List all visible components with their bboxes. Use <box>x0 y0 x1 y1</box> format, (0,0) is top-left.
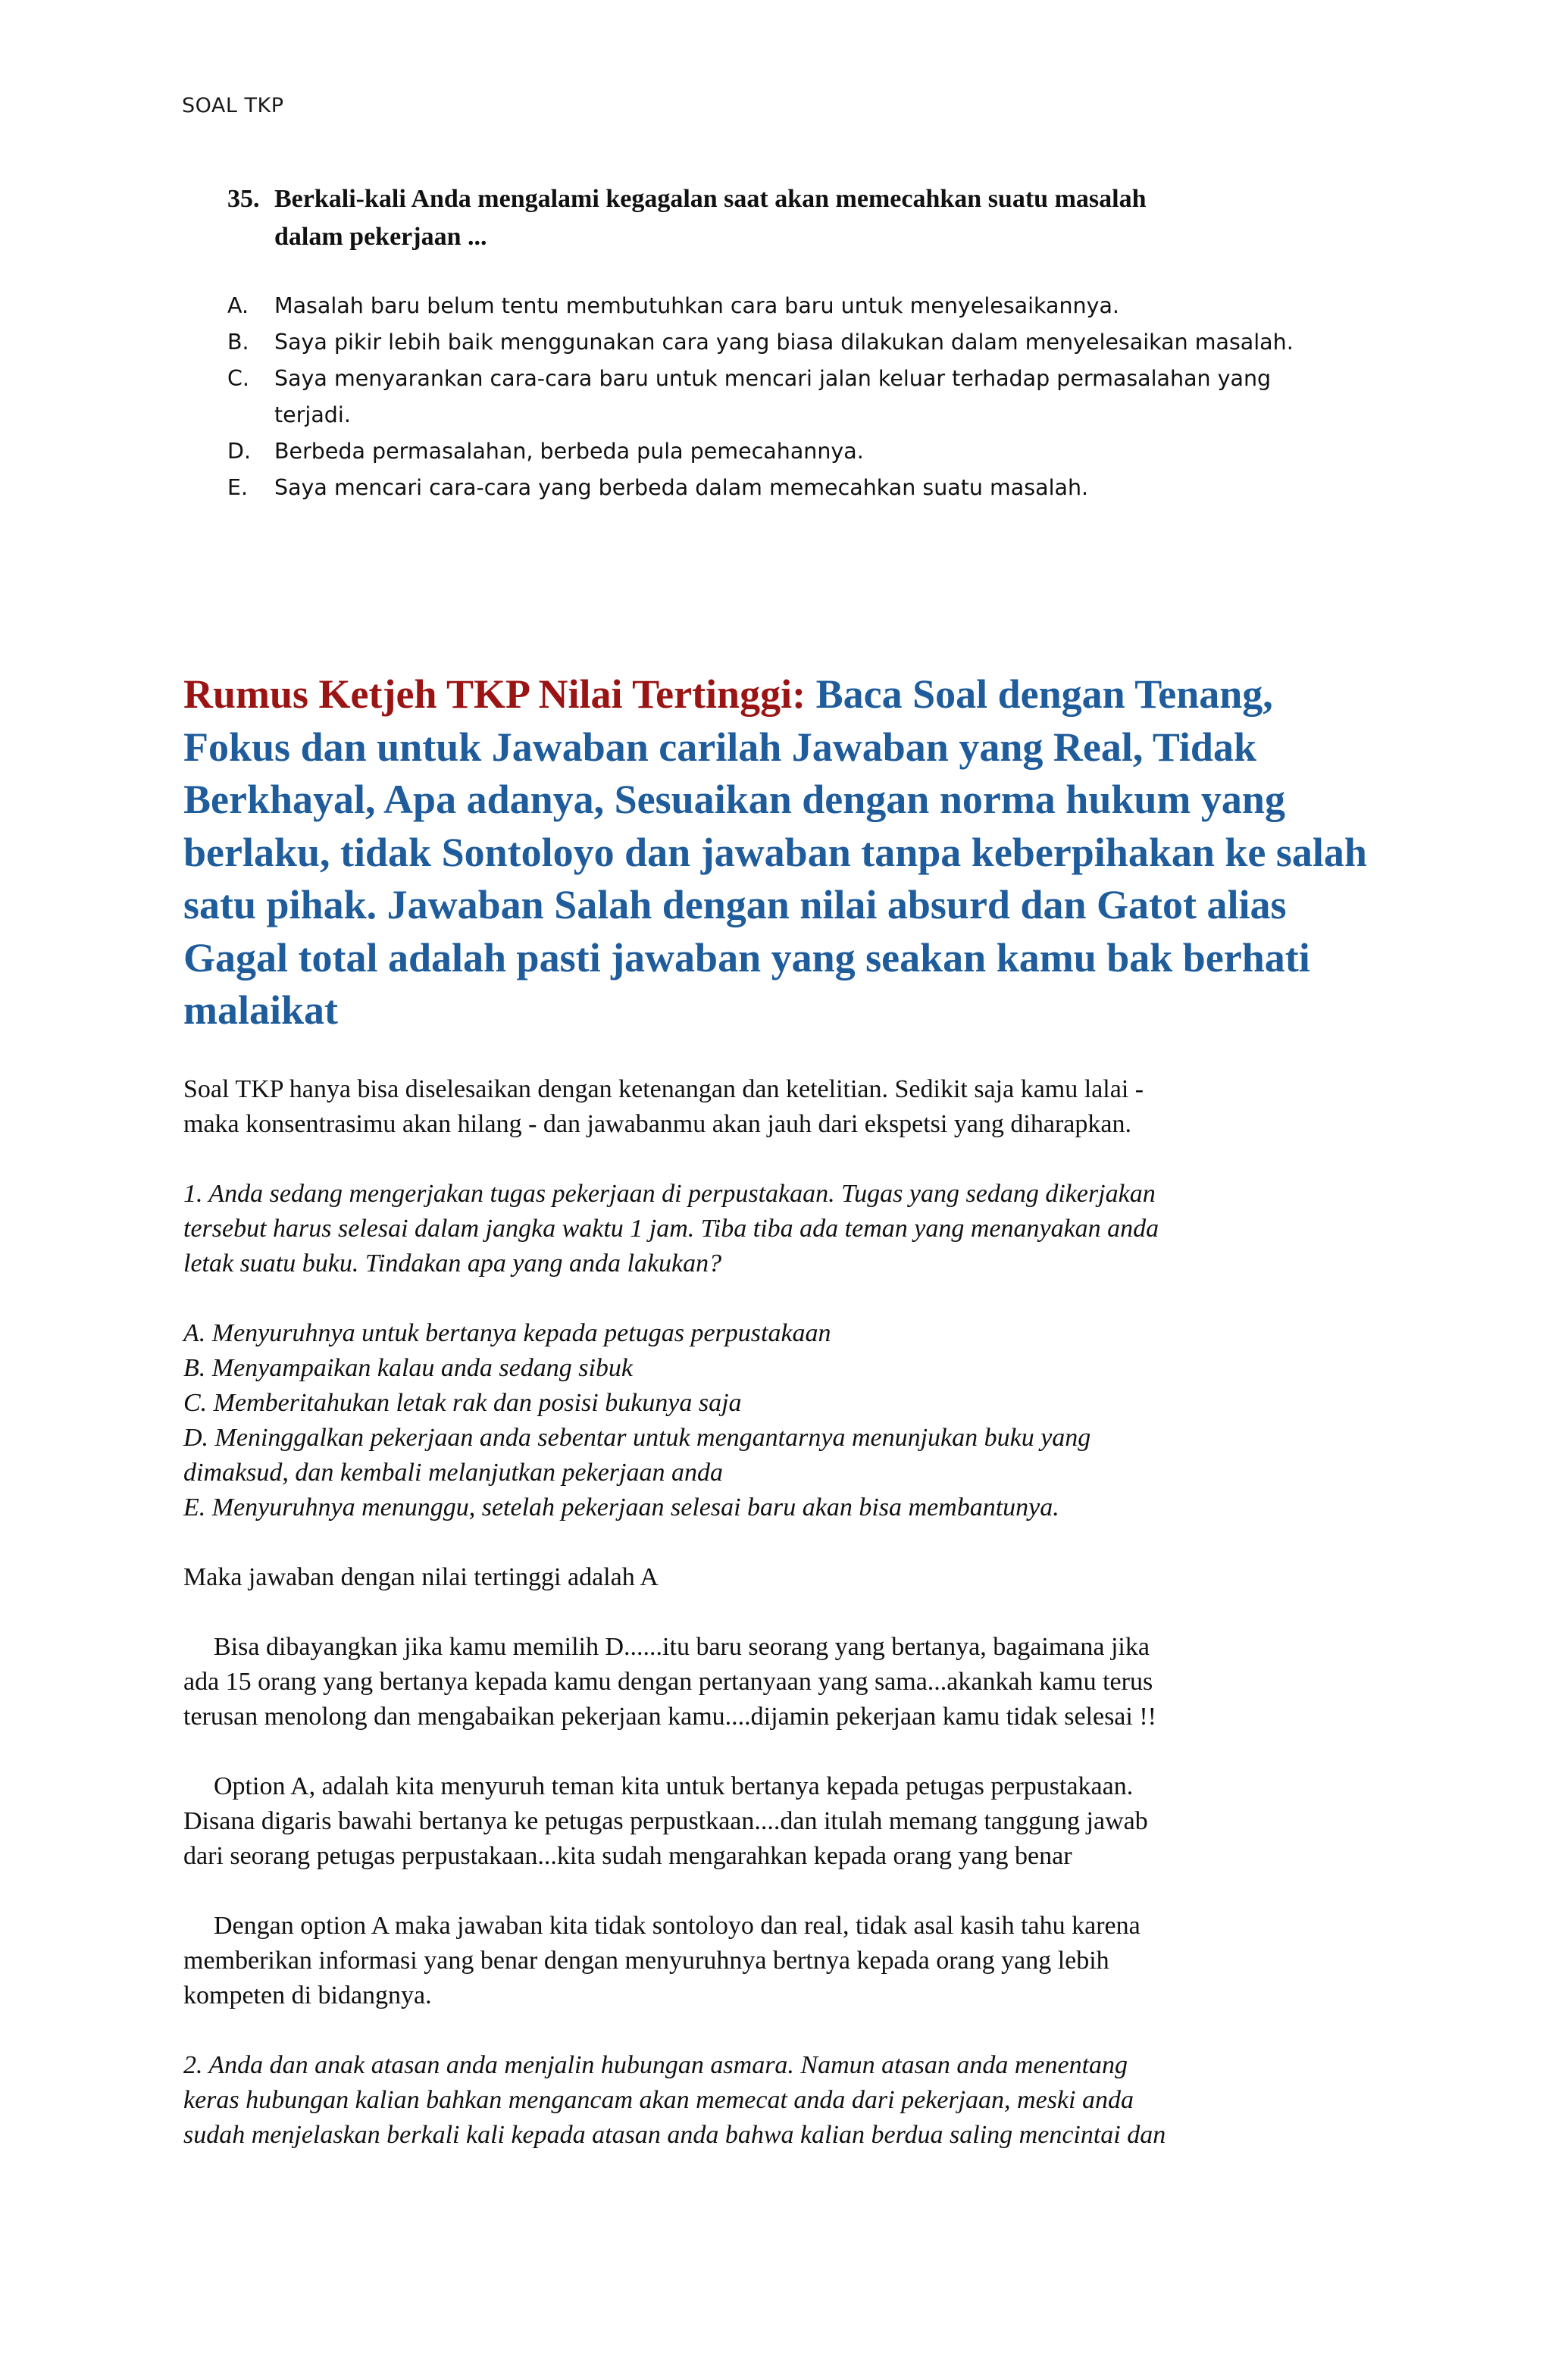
option-text: Saya menyarankan cara-cara baru untuk mencari jalan keluar terhadap permasalahan yang terjadi. <box>274 366 1272 427</box>
question-2-line: sudah menjelaskan berkali kali kepada atasan anda bahwa kalian berdua saling mencintai dan <box>183 2121 1166 2149</box>
page-header: SOAL TKP <box>182 94 284 117</box>
rumus-heading <box>183 668 1373 1037</box>
explanation-line: kompeten di bidangnya. <box>183 1981 432 2009</box>
explanation-line: memberikan informasi yang benar dengan menyuruhnya bertnya kepada orang yang lebih <box>183 1947 1109 1975</box>
option-c <box>227 361 1349 433</box>
question-1-option-e: E. Menyuruhnya menunggu, setelah pekerjaan selesai baru akan bisa membantunya. <box>183 1493 1059 1522</box>
rumus-body: Baca Soal dengan Tenang, Fokus dan untuk Jawaban carilah Jawaban yang Real, Tidak Berkhayal, Apa adanya, Sesuaikan dengan norma hukum yang berlaku, tidak Sontoloyo dan jawaban tanpa keberpihakan ke salah satu pihak. Jawaban Salah dengan nilai absurd dan Gatot alias Gagal total adalah pasti jawaban yang seakan kamu bak berhati malaikat <box>183 671 1367 1033</box>
question-number: 35. <box>227 185 260 213</box>
question-1-option-b: B. Menyampaikan kalau anda sedang sibuk <box>183 1354 633 1382</box>
option-letter: E. <box>227 475 249 500</box>
option-letter: D. <box>227 439 252 464</box>
option-text: Saya mencari cara-cara yang berbeda dalam memecahkan suatu masalah. <box>274 475 1089 500</box>
option-letter: B. <box>227 330 249 355</box>
question-1-line: tersebut harus selesai dalam jangka waktu 1 jam. Tiba tiba ada teman yang menanyakan anda <box>183 1215 1159 1243</box>
option-letter: C. <box>227 366 249 391</box>
option-text: Masalah baru belum tentu membutuhkan cara baru untuk menyelesaikannya. <box>274 293 1119 318</box>
option-text: Saya pikir lebih baik menggunakan cara yang biasa dilakukan dalam menyelesaikan masalah. <box>274 330 1294 355</box>
question-1-line: letak suatu buku. Tindakan apa yang anda lakukan? <box>183 1249 722 1278</box>
explanation-line: ada 15 orang yang bertanya kepada kamu dengan pertanyaan yang sama...akankah kamu terus <box>183 1668 1153 1696</box>
question-line: dalam pekerjaan ... <box>274 223 487 251</box>
rumus-title: Rumus Ketjeh TKP Nilai Tertinggi: <box>183 671 806 717</box>
option-a <box>227 288 1349 324</box>
question-1-option-c: C. Memberitahukan letak rak dan posisi bukunya saja <box>183 1389 742 1417</box>
explanation-line: Disana digaris bawahi bertanya ke petugas perpustkaan....dan itulah memang tanggung jawab <box>183 1807 1148 1835</box>
option-letter: A. <box>227 293 249 318</box>
question-35 <box>227 180 1364 256</box>
question-35-options <box>227 288 1349 506</box>
article-body <box>183 1072 1366 2153</box>
option-b <box>227 324 1349 361</box>
option-e <box>227 470 1349 506</box>
question-1-line: 1. Anda sedang mengerjakan tugas pekerjaan di perpustakaan. Tugas yang sedang dikerjakan <box>183 1180 1156 1208</box>
explanation-line: dari seorang petugas perpustakaan...kita sudah mengarahkan kepada orang yang benar <box>183 1842 1072 1870</box>
explanation-line: Option A, adalah kita menyuruh teman kita untuk bertanya kepada petugas perpustakaan. <box>214 1772 1134 1800</box>
question-2-line: 2. Anda dan anak atasan anda menjalin hubungan asmara. Namun atasan anda menentang <box>183 2051 1128 2079</box>
option-text: Berbeda permasalahan, berbeda pula pemecahannya. <box>274 439 864 464</box>
question-line: Berkali-kali Anda mengalami kegagalan saat akan memecahkan suatu masalah <box>274 185 1147 213</box>
intro-line: maka konsentrasimu akan hilang - dan jawabanmu akan jauh dari ekspetsi yang diharapkan. <box>183 1110 1131 1138</box>
question-1-option-d-cont: dimaksud, dan kembali melanjutkan pekerjaan anda <box>183 1459 723 1487</box>
explanation-line: terusan menolong dan mengabaikan pekerjaan kamu....dijamin pekerjaan kamu tidak selesai !! <box>183 1703 1156 1731</box>
intro-line: Soal TKP hanya bisa diselesaikan dengan ketenangan dan ketelitian. Sedikit saja kamu lalai - <box>183 1075 1144 1103</box>
explanation-line: Dengan option A maka jawaban kita tidak sontoloyo dan real, tidak asal kasih tahu karena <box>214 1912 1141 1940</box>
explanation-line: Bisa dibayangkan jika kamu memilih D......itu baru seorang yang bertanya, bagaimana jika <box>214 1633 1150 1661</box>
question-2-line: keras hubungan kalian bahkan mengancam akan memecat anda dari pekerjaan, meski anda <box>183 2086 1134 2114</box>
option-d <box>227 433 1349 470</box>
question-1-option-d: D. Meninggalkan pekerjaan anda sebentar untuk mengantarnya menunjukan buku yang <box>183 1424 1091 1452</box>
question-1-option-a: A. Menyuruhnya untuk bertanya kepada petugas perpustakaan <box>183 1319 831 1347</box>
answer-line: Maka jawaban dengan nilai tertinggi adalah A <box>183 1563 659 1591</box>
